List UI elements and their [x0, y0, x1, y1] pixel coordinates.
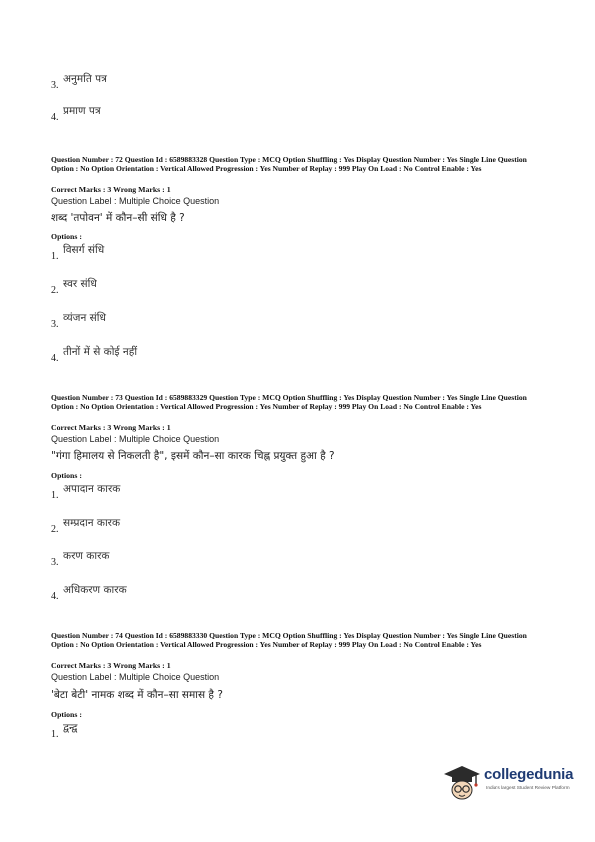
option-number: 3. — [51, 557, 59, 568]
option-text: द्वन्द्व — [63, 722, 78, 734]
option-number: 3. — [51, 319, 59, 330]
question-text: "गंगा हिमालय से निकलती है", इसमें कौन–सा कारक चिह्न प्रयुक्त हुआ है ? — [51, 450, 335, 462]
question-marks: Correct Marks : 3 Wrong Marks : 1 — [51, 423, 171, 432]
option-text: तीनों में से कोई नहीं — [63, 346, 138, 358]
option-number: 2. — [51, 285, 59, 296]
question-marks: Correct Marks : 3 Wrong Marks : 1 — [51, 185, 171, 194]
options-label: Options : — [51, 471, 82, 480]
question-text: शब्द 'तपोवन' में कौन–सी संधि है ? — [51, 212, 185, 224]
option-number: 3. — [51, 80, 59, 91]
logo-tagline: India's largest Student Review Platform — [486, 786, 570, 791]
options-label: Options : — [51, 232, 82, 241]
logo-wordmark: collegedunia — [484, 766, 574, 783]
question-meta: Question Number : 73 Question Id : 6589883329 Question Type : MCQ Option Shuffling : Yes Display Question Number : Yes Single Line Question Option : No Option Orientation : Vertical Allowed Progression : Yes Number of Replay : 999 Play On Load : No Control Enable : Yes — [51, 393, 527, 411]
option-number: 1. — [51, 490, 59, 501]
option-number: 1. — [51, 729, 59, 740]
graduation-cap-mascot-icon — [440, 760, 482, 802]
option-text: अपादान कारक — [63, 483, 121, 495]
option-text: सम्प्रदान कारक — [63, 517, 121, 529]
option-text: अनुमति पत्र — [63, 73, 107, 85]
question-label: Question Label : Multiple Choice Question — [51, 672, 220, 682]
option-number: 1. — [51, 251, 59, 262]
question-label: Question Label : Multiple Choice Question — [51, 434, 220, 444]
option-number: 4. — [51, 353, 59, 364]
question-marks: Correct Marks : 3 Wrong Marks : 1 — [51, 661, 171, 670]
question-meta: Question Number : 72 Question Id : 6589883328 Question Type : MCQ Option Shuffling : Yes Display Question Number : Yes Single Line Question Option : No Option Orientation : Vertical Allowed Progression : Yes Number of Replay : 999 Play On Load : No Control Enable : Yes — [51, 155, 527, 173]
option-text: स्वर संधि — [63, 278, 97, 290]
question-label: Question Label : Multiple Choice Question — [51, 196, 220, 206]
option-number: 4. — [51, 591, 59, 602]
options-label: Options : — [51, 710, 82, 719]
collegedunia-logo — [440, 760, 580, 805]
option-text: व्यंजन संधि — [63, 312, 106, 324]
option-text: अधिकरण कारक — [63, 584, 127, 596]
option-number: 2. — [51, 524, 59, 535]
question-text: 'बेटा बेटी' नामक शब्द में कौन–सा समास है ? — [51, 689, 223, 701]
option-text: विसर्ग संधि — [63, 244, 105, 256]
option-number: 4. — [51, 112, 59, 123]
question-meta: Question Number : 74 Question Id : 6589883330 Question Type : MCQ Option Shuffling : Yes Display Question Number : Yes Single Line Question Option : No Option Orientation : Vertical Allowed Progression : Yes Number of Replay : 999 Play On Load : No Control Enable : Yes — [51, 631, 527, 649]
option-text: करण कारक — [63, 550, 110, 562]
option-text: प्रमाण पत्र — [63, 105, 101, 117]
